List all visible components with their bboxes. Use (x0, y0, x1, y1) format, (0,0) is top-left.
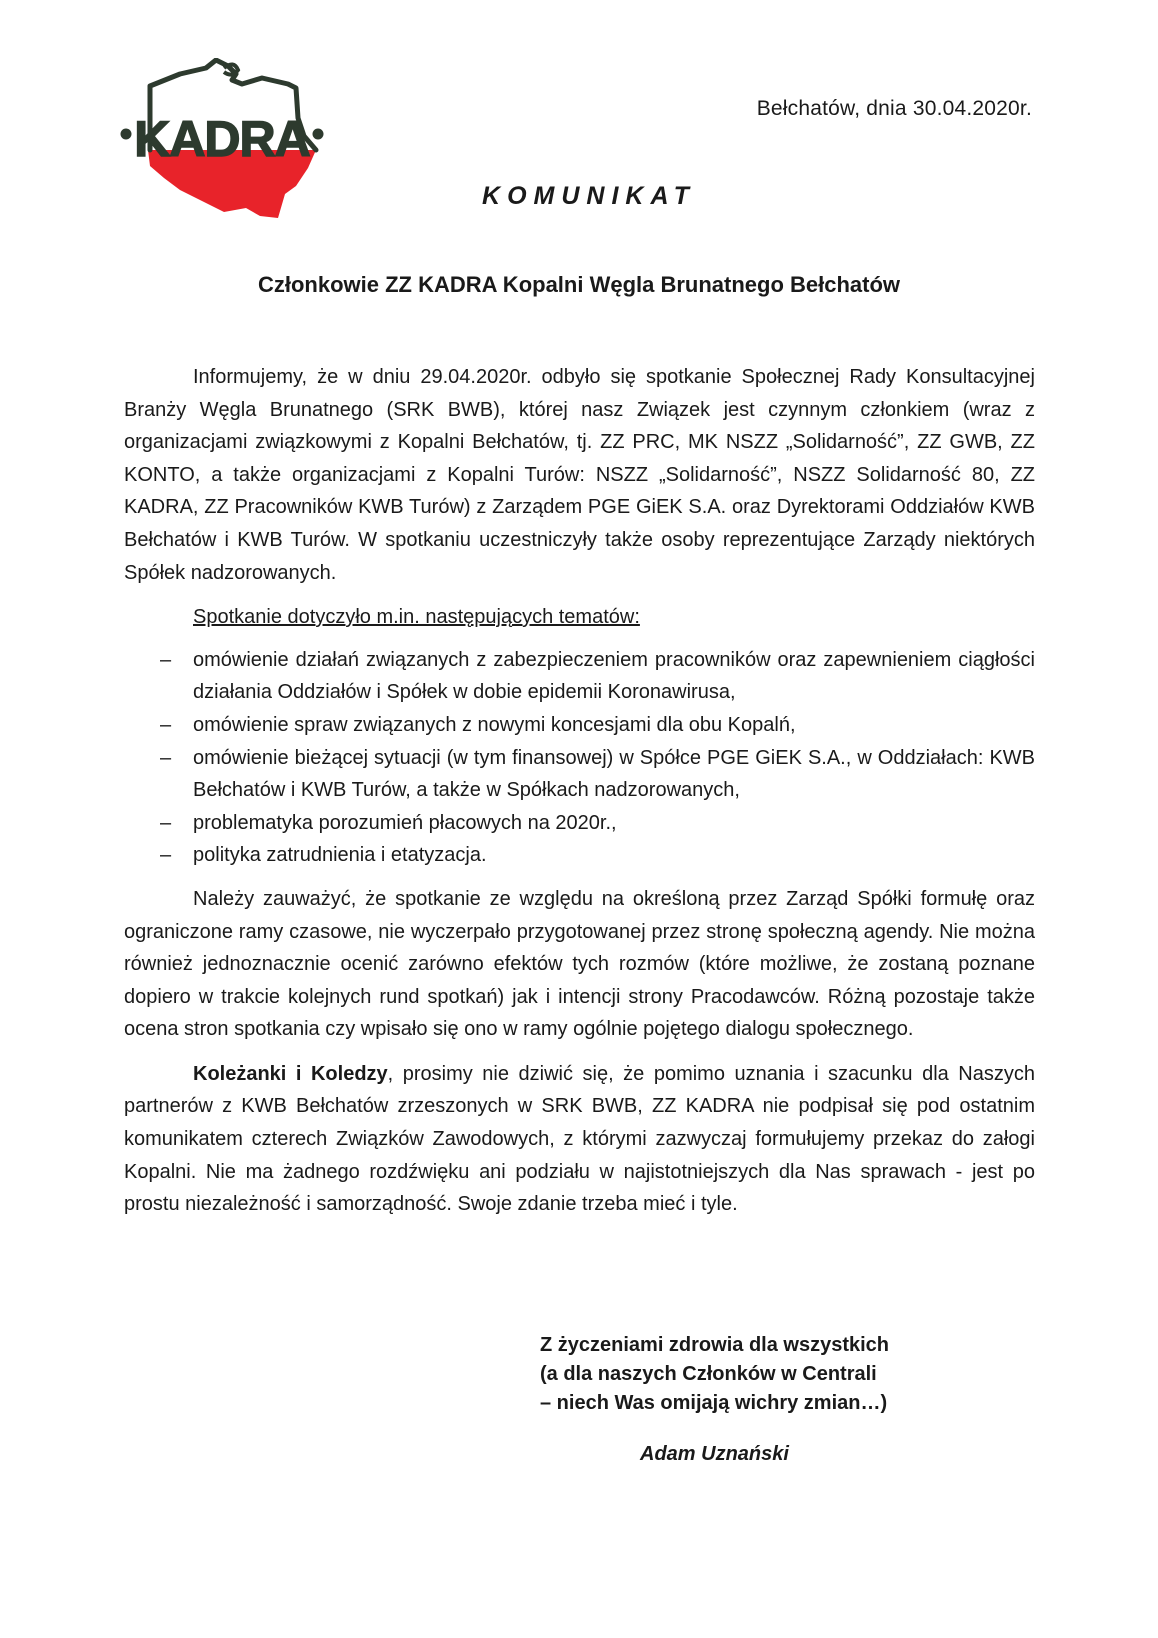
topic-text: polityka zatrudnienia i etatyzacja. (193, 844, 487, 867)
bullet-dash: – (160, 648, 172, 671)
bullet-dash: – (160, 811, 172, 834)
closing-wishes (540, 1331, 889, 1418)
list-item (124, 644, 1035, 709)
list-item (124, 807, 1035, 840)
paragraph-assessment: Należy zauważyć, że spotkanie ze względu na określoną przez Zarząd Spółki formułę oraz ograniczone ramy czasowe, nie wyczerpało przygotowanej przez stronę społeczną agendy. Nie można również jednoznacznie ocenić zarówno efektów tych rozmów (które możliwe, że zostaną poznane dopiero w trakcie kolejnych rund spotkań) jak i intencji strony Pracodawców. Różną pozostaje także ocena stron spotkania czy wpisało się ono w ramy ogólnie pojętego dialogu społecznego. (124, 887, 1035, 1041)
list-item (124, 839, 1035, 872)
list-item (124, 709, 1035, 742)
bullet-dash: – (160, 746, 172, 769)
closing-line: – niech Was omijają wichry zmian…) (540, 1392, 888, 1414)
topic-text: omówienie bieżącej sytuacji (w tym finansowej) w Spółce PGE GiEK S.A., w Oddziałach: KWB Bełchatów i KWB Turów, a także w Spółkach nadzorowanych, (193, 746, 1035, 802)
paragraph-colleagues-text: , prosimy nie dziwić się, że pomimo uznania i szacunku dla Naszych partnerów z KWB Bełchatów zrzeszonych w SRK BWB, ZZ KADRA nie podpisał się pod ostatnim komunikatem czterech Związków Zawodowych, z którymi zazwyczaj formułujemy przekaz do załogi Kopalni. Nie ma żadnego rozdźwięku ani podziału w najistotniejszych dla Nas sprawach - jest po prostu niezależność i samorządność. Swoje zdanie trzeba mieć i tyle. (124, 1062, 1035, 1216)
document-subject: Członkowie ZZ KADRA Kopalni Węgla Brunatnego Bełchatów (257, 272, 901, 297)
date-line: Bełchatów, dnia 30.04.2020r. (756, 97, 1032, 120)
greeting-bold: Koleżanki i Koledzy (193, 1062, 388, 1085)
closing-line: Z życzeniami zdrowia dla wszystkich (540, 1334, 890, 1356)
paragraph-colleagues (124, 1058, 1035, 1221)
list-item (124, 742, 1035, 807)
svg-text:KADRA: KADRA (134, 111, 310, 167)
document-title: KOMUNIKAT (482, 182, 696, 210)
bullet-dash: – (160, 844, 172, 867)
paragraph-intro: Informujemy, że w dniu 29.04.2020r. odbyło się spotkanie Społecznej Rady Konsultacyjnej Branży Węgla Brunatnego (SRK BWB), której nasz Związek jest czynnym członkiem (wraz z organizacjami związkowymi z Kopalni Bełchatów, tj. ZZ PRC, MK NSZZ „Solidarność”, ZZ GWB, ZZ KONTO, a także organizacjami z Kopalni Turów: NSZZ „Solidarność”, NSZZ Solidarność 80, ZZ KADRA, ZZ Pracowników KWB Turów) z Zarządem PGE GiEK S.A. oraz Dyrektorami Oddziałów KWB Bełchatów i KWB Turów. W spotkaniu uczestniczyły także osoby reprezentujące Zarządy niektórych Spółek nadzorowanych. (124, 366, 1035, 584)
signature: Adam Uznański (640, 1443, 789, 1465)
topics-list (124, 644, 1035, 872)
topic-text: omówienie spraw związanych z nowymi koncesjami dla obu Kopalń, (193, 713, 796, 736)
document-body (124, 361, 1035, 1233)
topic-text: problematyka porozumień płacowych na 2020r., (193, 811, 617, 834)
topic-text: omówienie działań związanych z zabezpieczeniem pracowników oraz zapewnieniem ciągłości działania Oddziałów i Spółek w dobie epidemii Koronawirusa, (193, 648, 1035, 704)
bullet-dash: – (160, 713, 172, 736)
topics-title: Spotkanie dotyczyło m.in. następujących tematów: (193, 606, 640, 629)
closing-line: (a dla naszych Członków w Centrali (540, 1363, 877, 1385)
